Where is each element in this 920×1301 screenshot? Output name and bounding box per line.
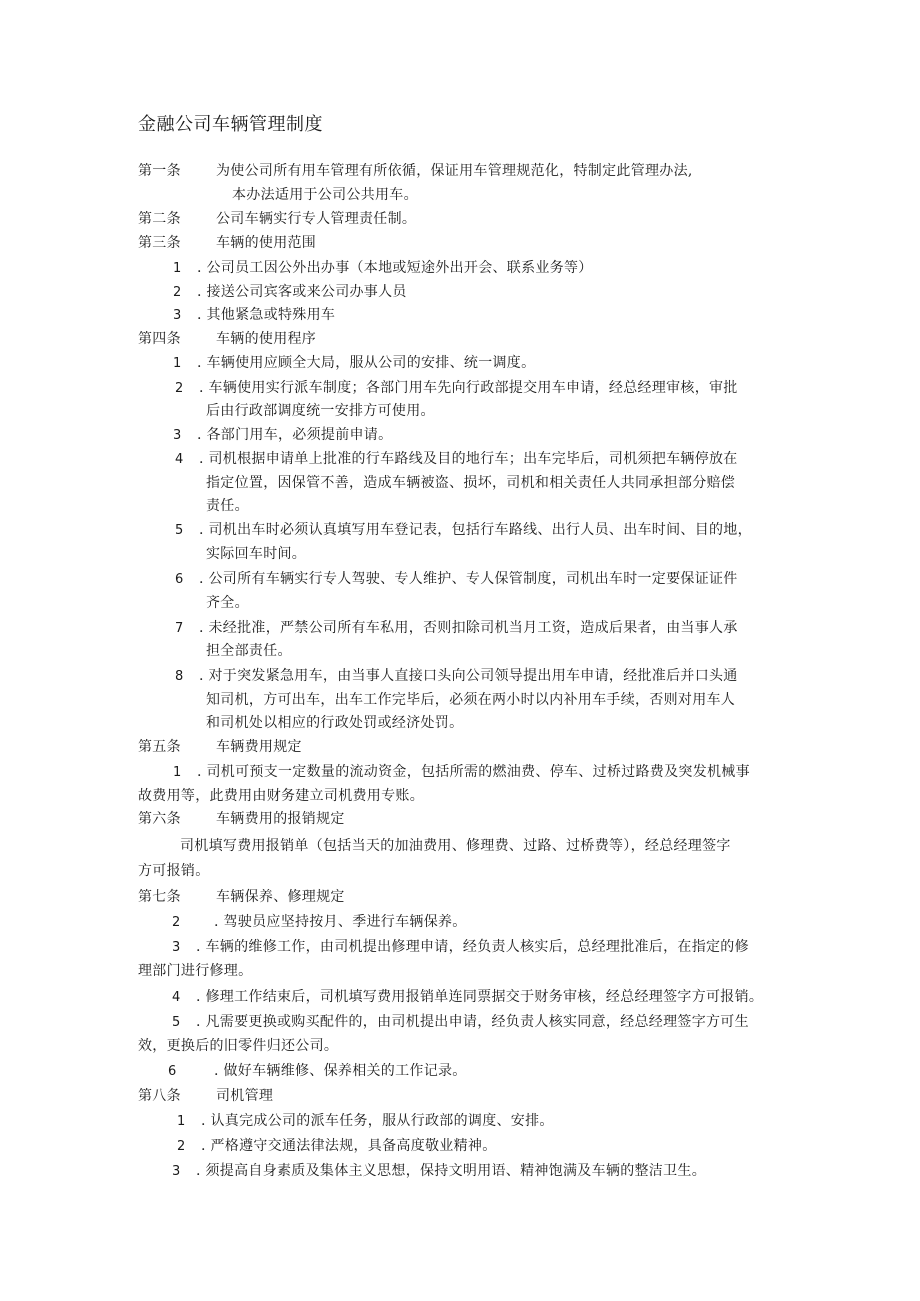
item-number: 6 xyxy=(175,572,184,587)
item-text: . 接送公司宾客或来公司办事人员 xyxy=(197,284,407,300)
item-number: 2 xyxy=(175,381,184,396)
item-continuation: 指定位置，因保管不善，造成车辆被盗、损坏，司机和相关责任人共同承担部分赔偿 xyxy=(206,475,736,491)
item-text: . 做好车辆维修、保养相关的工作记录。 xyxy=(214,1063,467,1079)
article-1-continuation: 本办法适用于公司公共用车。 xyxy=(232,187,418,203)
list-item xyxy=(175,666,738,687)
item-number: 1 xyxy=(177,1114,186,1129)
item-continuation: 故费用等，此费用由财务建立司机费用专账。 xyxy=(138,788,424,804)
item-continuation: 理部门进行修理。 xyxy=(138,963,253,979)
item-number: 1 xyxy=(173,765,182,780)
item-number: 6 xyxy=(168,1064,177,1079)
article-5-text: 车辆费用规定 xyxy=(216,739,302,755)
item-text: . 司机出车时必须认真填写用车登记表，包括行车路线、出行人员、出车时间、目的地， xyxy=(199,522,752,538)
list-item xyxy=(172,1161,706,1182)
article-8-line xyxy=(138,1086,273,1106)
article-1-line xyxy=(138,161,693,181)
item-text: . 须提高自身素质及集体主义思想，保持文明用语、精神饱满及车辆的整洁卫生。 xyxy=(196,1163,706,1179)
list-item xyxy=(175,449,738,470)
item-number: 5 xyxy=(172,1015,181,1030)
article-3-label: 第三条 xyxy=(138,235,181,251)
item-text: . 司机可预支一定数量的流动资金，包括所需的燃油费、停车、过桥过路费及突发机械事 xyxy=(197,764,750,780)
item-number: 5 xyxy=(175,523,184,538)
item-number: 3 xyxy=(173,308,182,323)
article-1-text: 为使公司所有用车管理有所依循，保证用车管理规范化，特制定此管理办法, xyxy=(216,163,693,179)
item-number: 3 xyxy=(172,1164,181,1179)
item-text: . 认真完成公司的派车任务，服从行政部的调度、安排。 xyxy=(201,1113,554,1129)
item-number: 3 xyxy=(173,428,182,443)
article-2-line xyxy=(138,209,416,229)
article-5-line xyxy=(138,737,302,757)
article-4-text: 车辆的使用程序 xyxy=(216,331,317,347)
article-4-label: 第四条 xyxy=(138,331,181,347)
list-item xyxy=(168,1061,467,1082)
article-6-line xyxy=(138,809,345,829)
article-5-label: 第五条 xyxy=(138,739,181,755)
item-text: . 车辆使用实行派车制度；各部门用车先向行政部提交用车申请，经总经理审核，审批 xyxy=(199,380,738,396)
list-item xyxy=(177,1136,497,1157)
list-item xyxy=(175,569,738,590)
item-text: . 各部门用车，必须提前申请。 xyxy=(197,427,393,443)
list-item xyxy=(173,305,335,326)
item-number: 4 xyxy=(172,990,181,1005)
item-text: . 严格遵守交通法律法规，具备高度敬业精神。 xyxy=(201,1138,497,1154)
article-6-paragraph: 司机填写费用报销单（包括当天的加油费用、修理费、过路、过桥费等），经总经理签字 xyxy=(180,838,731,854)
article-3-text: 车辆的使用范围 xyxy=(216,235,317,251)
item-number: 2 xyxy=(173,285,182,300)
item-text: . 公司所有车辆实行专人驾驶、专人维护、专人保管制度，司机出车时一定要保证证件 xyxy=(199,571,738,587)
list-item xyxy=(173,258,593,279)
item-text: . 未经批准，严禁公司所有车私用，否则扣除司机当月工资，造成后果者，由当事人承 xyxy=(199,620,738,636)
item-number: 2 xyxy=(172,915,181,930)
item-continuation: 效，更换后的旧零件归还公司。 xyxy=(138,1038,339,1054)
item-number: 4 xyxy=(175,452,184,467)
item-text: . 对于突发紧急用车，由当事人直接口头向公司领导提出用车申请，经批准后并口头通 xyxy=(199,668,738,684)
item-number: 1 xyxy=(173,356,182,371)
article-7-text: 车辆保养、修理规定 xyxy=(216,889,345,905)
item-continuation: 后由行政部调度统一安排方可使用。 xyxy=(206,403,435,419)
article-8-text: 司机管理 xyxy=(216,1088,274,1104)
list-item xyxy=(177,1111,554,1132)
list-item xyxy=(172,1012,749,1033)
item-continuation: 齐全。 xyxy=(206,595,249,611)
item-number: 3 xyxy=(172,940,181,955)
item-continuation: 知司机，方可出车，出车工作完毕后，必须在两小时以内补用车手续，否则对用车人 xyxy=(206,692,736,708)
article-7-label: 第七条 xyxy=(138,889,181,905)
list-item xyxy=(172,937,749,958)
item-number: 7 xyxy=(175,621,184,636)
article-4-line xyxy=(138,329,316,349)
item-text: . 车辆的维修工作，由司机提出修理申请，经负责人核实后，总经理批准后，在指定的修 xyxy=(196,939,749,955)
article-6-continuation: 方可报销。 xyxy=(138,863,210,879)
list-item xyxy=(172,912,467,933)
list-item xyxy=(172,987,763,1008)
item-text: . 公司员工因公外出办事（本地或短途外出开会、联系业务等） xyxy=(197,260,593,276)
article-2-text: 公司车辆实行专人管理责任制。 xyxy=(216,211,417,227)
item-text: . 驾驶员应坚持按月、季进行车辆保养。 xyxy=(214,914,467,930)
item-text: . 司机根据申请单上批准的行车路线及目的地行车；出车完毕后，司机须把车辆停放在 xyxy=(199,451,738,467)
list-item xyxy=(175,520,752,541)
article-8-label: 第八条 xyxy=(138,1088,181,1104)
list-item xyxy=(173,353,535,374)
document-title: 金融公司车辆管理制度 xyxy=(138,114,323,135)
list-item xyxy=(173,282,407,303)
list-item xyxy=(173,762,750,783)
item-text: . 其他紧急或特殊用车 xyxy=(197,307,336,323)
article-6-text: 车辆费用的报销规定 xyxy=(216,811,345,827)
item-text: . 车辆使用应顾全大局，服从公司的安排、统一调度。 xyxy=(197,355,536,371)
list-item xyxy=(175,378,738,399)
article-3-line xyxy=(138,233,316,253)
article-1-label: 第一条 xyxy=(138,163,181,179)
item-continuation: 和司机处以相应的行政处罚或经济处罚。 xyxy=(206,715,464,731)
item-text: . 修理工作结束后，司机填写费用报销单连同票据交于财务审核，经总经理签字方可报销。 xyxy=(196,989,764,1005)
article-7-line xyxy=(138,887,345,907)
article-2-label: 第二条 xyxy=(138,211,181,227)
list-item xyxy=(173,425,392,446)
item-number: 1 xyxy=(173,261,182,276)
item-continuation: 实际回车时间。 xyxy=(206,546,307,562)
article-6-label: 第六条 xyxy=(138,811,181,827)
item-number: 2 xyxy=(177,1139,186,1154)
item-text: . 凡需要更换或购买配件的，由司机提出申请，经负责人核实同意，经总经理签字方可生 xyxy=(196,1014,749,1030)
list-item xyxy=(175,618,738,639)
item-number: 8 xyxy=(175,669,184,684)
item-continuation: 担全部责任。 xyxy=(206,643,292,659)
item-continuation: 责任。 xyxy=(206,498,249,514)
